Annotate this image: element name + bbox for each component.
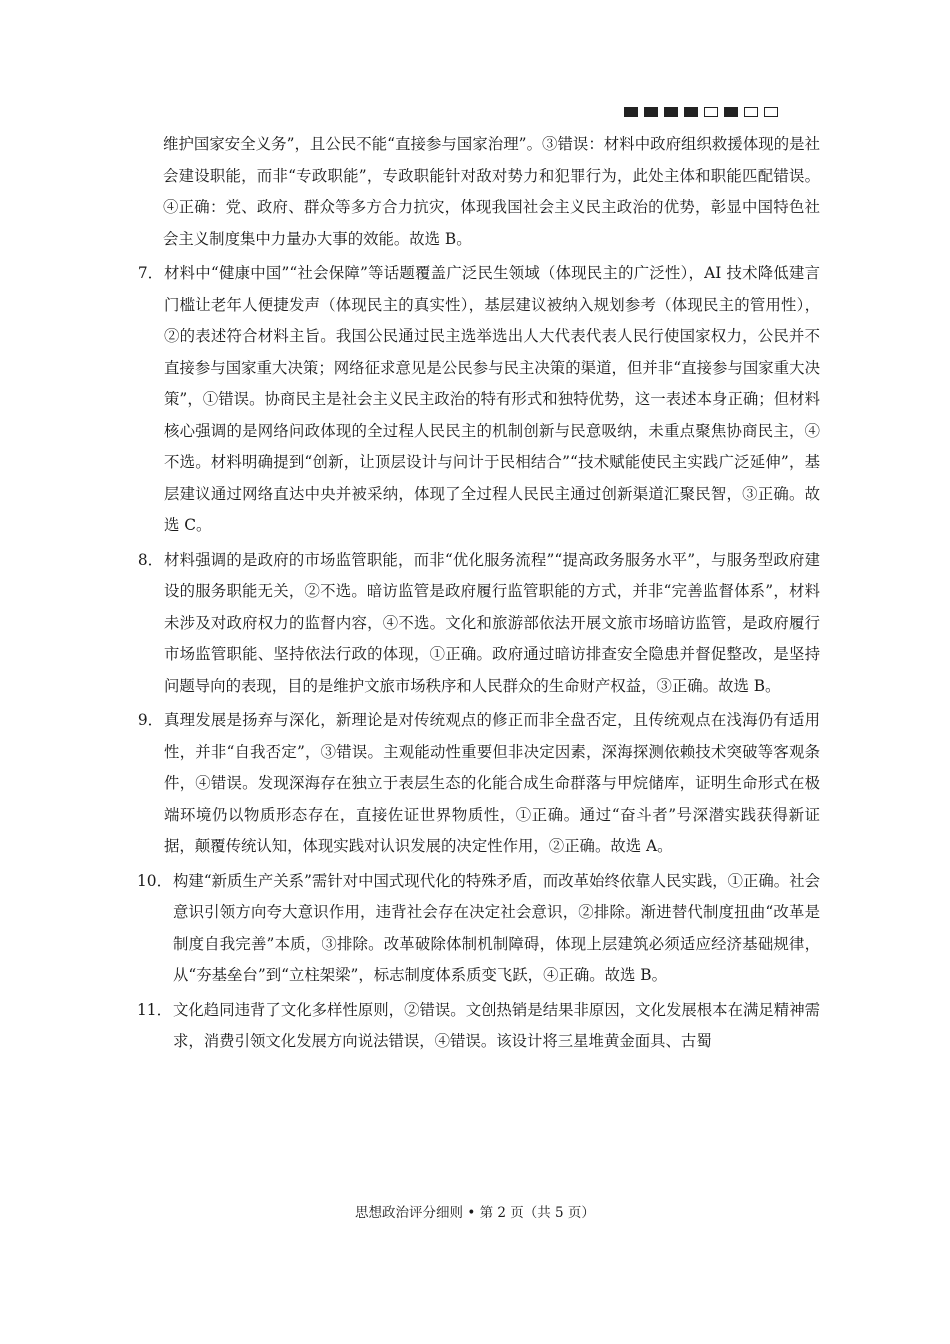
- question-10: [130, 866, 820, 992]
- progress-mark: [744, 107, 758, 117]
- progress-mark: [624, 107, 638, 117]
- continuation-paragraph: 维护国家安全义务”，且公民不能“直接参与国家治理”。③错误：材料中政府组织救援体现的是社会建设职能，而非“专政职能”，专政职能针对敌对势力和犯罪行为，此处主体和职能匹配错误。④正确：党、政府、群众等多方合力抗灾，体现我国社会主义民主政治的优势，彰显中国特色社会主义制度集中力量办大事的效能。故选 B。: [163, 135, 820, 248]
- page-progress-marks: [624, 107, 778, 117]
- question-8: [130, 545, 820, 703]
- progress-mark: [724, 107, 738, 117]
- progress-mark: [644, 107, 658, 117]
- progress-mark: [704, 107, 718, 117]
- question-explanation: 文化趋同违背了文化多样性原则，②错误。文创热销是结果非原因，文化发展根本在满足精神需求，消费引领文化发展方向说法错误，④错误。该设计将三星堆黄金面具、古蜀: [173, 1000, 820, 1050]
- question-9: [130, 705, 820, 863]
- question-11: [130, 995, 820, 1058]
- question-number: 9．: [137, 711, 163, 729]
- question-number: 11．: [137, 1000, 172, 1019]
- question-explanation: 构建“新质生产关系”需针对中国式现代化的特殊矛盾，而改革始终依靠人民实践，①正确。社会意识引领方向夸大意识作用，违背社会存在决定社会意识，②排除。渐进替代制度扭曲“改革是制度自我完善”本质，③排除。改革破除体制机制障碍，体现上层建筑必须适应经济基础规律，从“夯基垒台”到“立柱架梁”，标志制度体系质变飞跃，④正确。故选 B。: [173, 871, 820, 984]
- answer-explanations: [130, 129, 820, 1058]
- question-number: 8．: [137, 550, 163, 569]
- question-number: 10．: [137, 871, 172, 890]
- progress-mark: [664, 107, 678, 117]
- page-footer: 思想政治评分细则 • 第 2 页（共 5 页）: [355, 1205, 595, 1221]
- question-explanation: 材料中“健康中国”“社会保障”等话题覆盖广泛民生领域（体现民主的广泛性），AI 技术降低建言门槛让老年人便捷发声（体现民主的真实性），基层建议被纳入规划参考（体现民主的管用性），②的表述符合材料主旨。我国公民通过民主选举选出人大代表代表人民行使国家权力，公民并不直接参与国家重大决策；网络征求意见是公民参与民主决策的渠道，但并非“直接参与国家重大决策”，①错误。协商民主是社会主义民主政治的特有形式和独特优势，这一表述本身正确；但材料核心强调的是网络问政体现的全过程人民民主的机制创新与民意吸纳，未重点聚焦协商民主，④不选。材料明确提到“创新，让顶层设计与问计于民相结合”“技术赋能使民主实践广泛延伸”，基层建议通过网络直达中央并被采纳，体现了全过程人民民主通过创新渠道汇聚民智，③正确。故选 C。: [164, 264, 820, 534]
- question-7: [130, 258, 820, 542]
- question-explanation: 材料强调的是政府的市场监管职能，而非“优化服务流程”“提高政务服务水平”，与服务型政府建设的服务职能无关，②不选。暗访监管是政府履行监管职能的方式，并非“完善监督体系”，材料未涉及对政府权力的监督内容，④不选。文化和旅游部依法开展文旅市场暗访监管，是政府履行市场监管职能、坚持依法行政的体现，①正确。政府通过暗访排查安全隐患并督促整改，是坚持问题导向的表现，目的是维护文旅市场秩序和人民群众的生命财产权益，③正确。故选 B。: [164, 550, 820, 695]
- question-explanation: 真理发展是扬弃与深化，新理论是对传统观点的修正而非全盘否定，且传统观点在浅海仍有适用性，并非“自我否定”，③错误。主观能动性重要但非决定因素，深海探测依赖技术突破等客观条件，④错误。发现深海存在独立于表层生态的化能合成生命群落与甲烷储库，证明生命形式在极端环境仍以物质形态存在，直接佐证世界物质性，①正确。通过“奋斗者”号深潜实践获得新证据，颠覆传统认知，体现实践对认识发展的决定性作用，②正确。故选 A。: [164, 711, 820, 855]
- question-number: 7．: [137, 264, 163, 282]
- progress-mark: [764, 107, 778, 117]
- progress-mark: [684, 107, 698, 117]
